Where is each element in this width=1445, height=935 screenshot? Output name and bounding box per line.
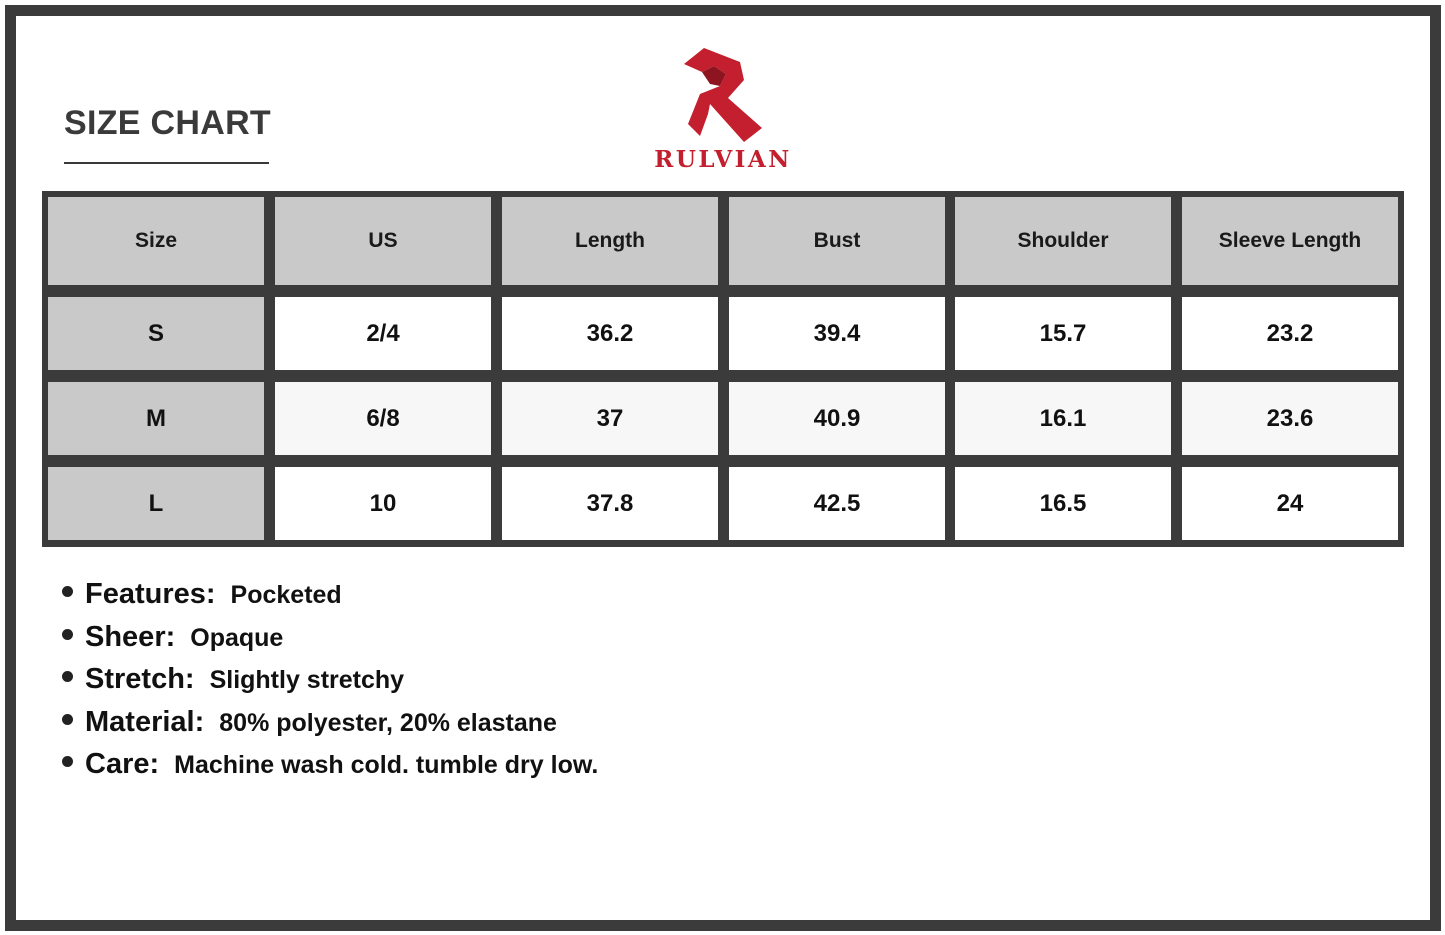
measurement-cell: 23.6 <box>1182 382 1398 455</box>
page-title: SIZE CHART <box>64 104 271 142</box>
measurement-cell: 24 <box>1182 467 1398 540</box>
feature-value: Machine wash cold. tumble dry low. <box>174 751 599 780</box>
feature-value: Opaque <box>190 623 284 652</box>
measurement-cell: 16.5 <box>955 467 1171 540</box>
feature-item <box>62 663 598 706</box>
header-cell: Sleeve Length <box>1182 197 1398 285</box>
measurement-cell: 23.2 <box>1182 297 1398 370</box>
feature-label: Material: <box>85 705 205 738</box>
measurement-cell: 6/8 <box>275 382 491 455</box>
bullet-icon <box>62 586 73 597</box>
feature-item <box>62 621 598 664</box>
header-cell: Shoulder <box>955 197 1171 285</box>
header-cell: US <box>275 197 491 285</box>
size-table <box>42 191 1404 547</box>
header-cell: Size <box>48 197 264 285</box>
measurement-cell: 15.7 <box>955 297 1171 370</box>
measurement-cell: 36.2 <box>502 297 718 370</box>
measurement-cell: 37 <box>502 382 718 455</box>
measurement-cell: 10 <box>275 467 491 540</box>
size-label-cell: S <box>48 297 264 370</box>
brand-logo <box>636 44 810 180</box>
brand-name: RULVIAN <box>654 146 792 173</box>
header-cell: Bust <box>729 197 945 285</box>
header-cell: Length <box>502 197 718 285</box>
features-list <box>62 578 598 791</box>
bullet-icon <box>62 714 73 725</box>
measurement-cell: 16.1 <box>955 382 1171 455</box>
feature-label: Features: <box>85 578 216 610</box>
measurement-cell: 42.5 <box>729 467 945 540</box>
feature-label: Stretch: <box>85 663 195 696</box>
feature-label: Care: <box>85 748 160 781</box>
measurement-cell: 2/4 <box>275 297 491 370</box>
feature-value: Slightly stretchy <box>209 666 405 695</box>
bullet-icon <box>62 629 73 640</box>
bullet-icon <box>62 756 73 767</box>
feature-item <box>62 706 598 749</box>
size-label-cell: L <box>48 467 264 540</box>
stylized-r-logo-icon <box>680 44 768 144</box>
feature-item <box>62 578 598 621</box>
measurement-cell: 40.9 <box>729 382 945 455</box>
feature-value: 80% polyester, 20% elastane <box>219 708 557 737</box>
measurement-cell: 39.4 <box>729 297 945 370</box>
bullet-icon <box>62 671 73 682</box>
feature-item <box>62 748 598 791</box>
feature-label: Sheer: <box>85 620 176 653</box>
size-label-cell: M <box>48 382 264 455</box>
feature-value: Pocketed <box>230 581 342 609</box>
title-underline <box>64 162 269 164</box>
measurement-cell: 37.8 <box>502 467 718 540</box>
